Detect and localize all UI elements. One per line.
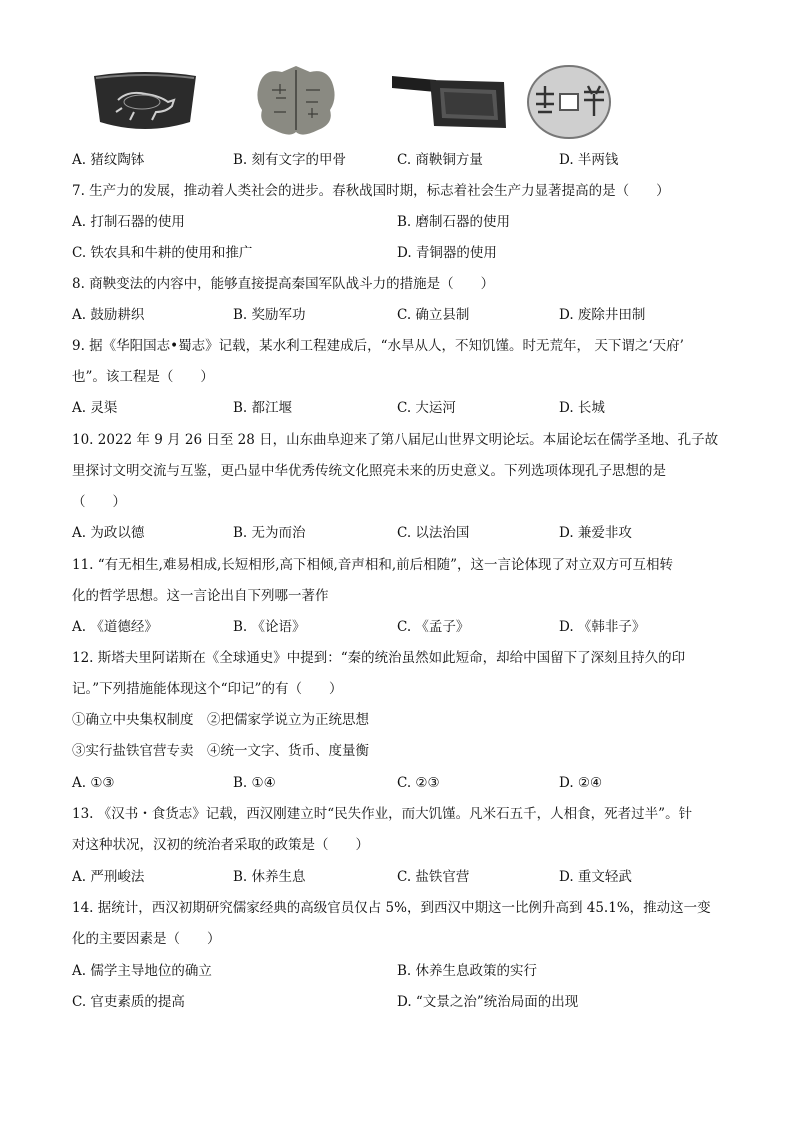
q11-option-a: A. 《道德经》 [72, 619, 158, 635]
q12-option-b: B. ①④ [233, 775, 276, 791]
q11-stem-line2: 化的哲学思想。这一言论出自下列哪一著作 [72, 588, 329, 604]
pig-pattern-pottery-bowl-image [90, 70, 200, 134]
q8-option-d: D. 废除井田制 [559, 307, 646, 323]
q8-option-a: A. 鼓励耕织 [72, 307, 145, 323]
q10-option-d: D. 兼爱非攻 [559, 525, 632, 541]
inscribed-oracle-bone-image [252, 64, 340, 138]
q10-option-a: A. 为政以德 [72, 525, 145, 541]
q12-items-line1: ①确立中央集权制度 ②把儒家学说立为正统思想 [72, 712, 369, 728]
q10-option-b: B. 无为而治 [233, 525, 306, 541]
q6-option-a: A. 猪纹陶钵 [72, 152, 145, 168]
q9-stem-line2: 也”。该工程是（ ） [72, 369, 214, 385]
q13-option-a: A. 严刑峻法 [72, 869, 145, 885]
q6-option-c: C. 商鞅铜方量 [397, 152, 483, 168]
q12-option-a: A. ①③ [72, 775, 115, 791]
q10-stem-line2: 里探讨文明交流与互鉴，更凸显中华优秀传统文化照亮未来的历史意义。下列选项体现孔子思想的是 [72, 463, 666, 479]
q8-option-c: C. 确立县制 [397, 307, 470, 323]
shang-yang-bronze-measure-image [384, 70, 510, 134]
q13-option-c: C. 盐铁官营 [397, 869, 470, 885]
q14-option-d: D. “文景之治”统治局面的出现 [397, 994, 579, 1010]
q11-option-d: D. 《韩非子》 [559, 619, 646, 635]
q12-option-d: D. ②④ [559, 775, 603, 791]
q9-stem-line1: 9. 据《华阳国志•蜀志》记载，某水利工程建成后，“水旱从人，不知饥馑。时无荒年， 天下谓之‘天府’ [72, 338, 684, 354]
q7-option-d: D. 青铜器的使用 [397, 245, 497, 261]
q6-images [84, 62, 724, 142]
q13-stem-line2: 对这种状况，汉初的统治者采取的政策是（ ） [72, 837, 369, 853]
q13-option-d: D. 重文轻武 [559, 869, 632, 885]
q9-option-c: C. 大运河 [397, 400, 456, 416]
q6-option-b: B. 刻有文字的甲骨 [233, 152, 347, 168]
q13-stem-line1: 13. 《汉书・食货志》记载，西汉刚建立时“民失作业，而大饥馑。凡米石五千，人相食，死者过半”。针 [72, 806, 693, 822]
q12-items-line2: ③实行盐铁官营专卖 ④统一文字、货币、度量衡 [72, 743, 369, 759]
q13-option-b: B. 休养生息 [233, 869, 306, 885]
q8-stem: 8. 商鞅变法的内容中，能够直接提高秦国军队战斗力的措施是（ ） [72, 276, 495, 292]
q10-stem-line1: 10. 2022 年 9 月 26 日至 28 日，山东曲阜迎来了第八届尼山世界文明论坛。本届论坛在儒学圣地、孔子故 [72, 432, 719, 448]
q14-option-a: A. 儒学主导地位的确立 [72, 963, 212, 979]
q11-stem-line1: 11. “有无相生,难易相成,长短相形,高下相倾,音声相和,前后相随”，这一言论体现了对立双方可互相转 [72, 557, 674, 573]
q9-option-a: A. 灵渠 [72, 400, 118, 416]
q12-stem-line1: 12. 斯塔夫里阿诺斯在《全球通史》中提到：“秦的统治虽然如此短命，却给中国留下了深刻且持久的印 [72, 650, 686, 666]
q14-stem-line1: 14. 据统计，西汉初期研究儒家经典的高级官员仅占 5%，到西汉中期这一比例升高到 45.1%，推动这一变 [72, 900, 711, 916]
q7-option-b: B. 磨制石器的使用 [397, 214, 511, 230]
q9-option-d: D. 长城 [559, 400, 605, 416]
q7-option-c: C. 铁农具和牛耕的使用和推广 [72, 245, 253, 261]
q10-option-c: C. 以法治国 [397, 525, 470, 541]
banliang-coin-image [526, 64, 612, 140]
q11-option-b: B. 《论语》 [233, 619, 306, 635]
q14-stem-line2: 化的主要因素是（ ） [72, 931, 221, 947]
q14-option-c: C. 官吏素质的提高 [72, 994, 185, 1010]
q7-stem: 7. 生产力的发展，推动着人类社会的进步。春秋战国时期，标志着社会生产力显著提高的是（ ） [72, 183, 670, 199]
q12-option-c: C. ②③ [397, 775, 440, 791]
q7-option-a: A. 打制石器的使用 [72, 214, 185, 230]
q11-option-c: C. 《孟子》 [397, 619, 470, 635]
q8-option-b: B. 奖励军功 [233, 307, 306, 323]
q9-option-b: B. 都江堰 [233, 400, 293, 416]
q12-stem-line2: 记。”下列措施能体现这个“印记”的有（ ） [72, 681, 343, 697]
q6-option-d: D. 半两钱 [559, 152, 619, 168]
q10-stem-line3: （ ） [72, 494, 126, 510]
q14-option-b: B. 休养生息政策的实行 [397, 963, 538, 979]
